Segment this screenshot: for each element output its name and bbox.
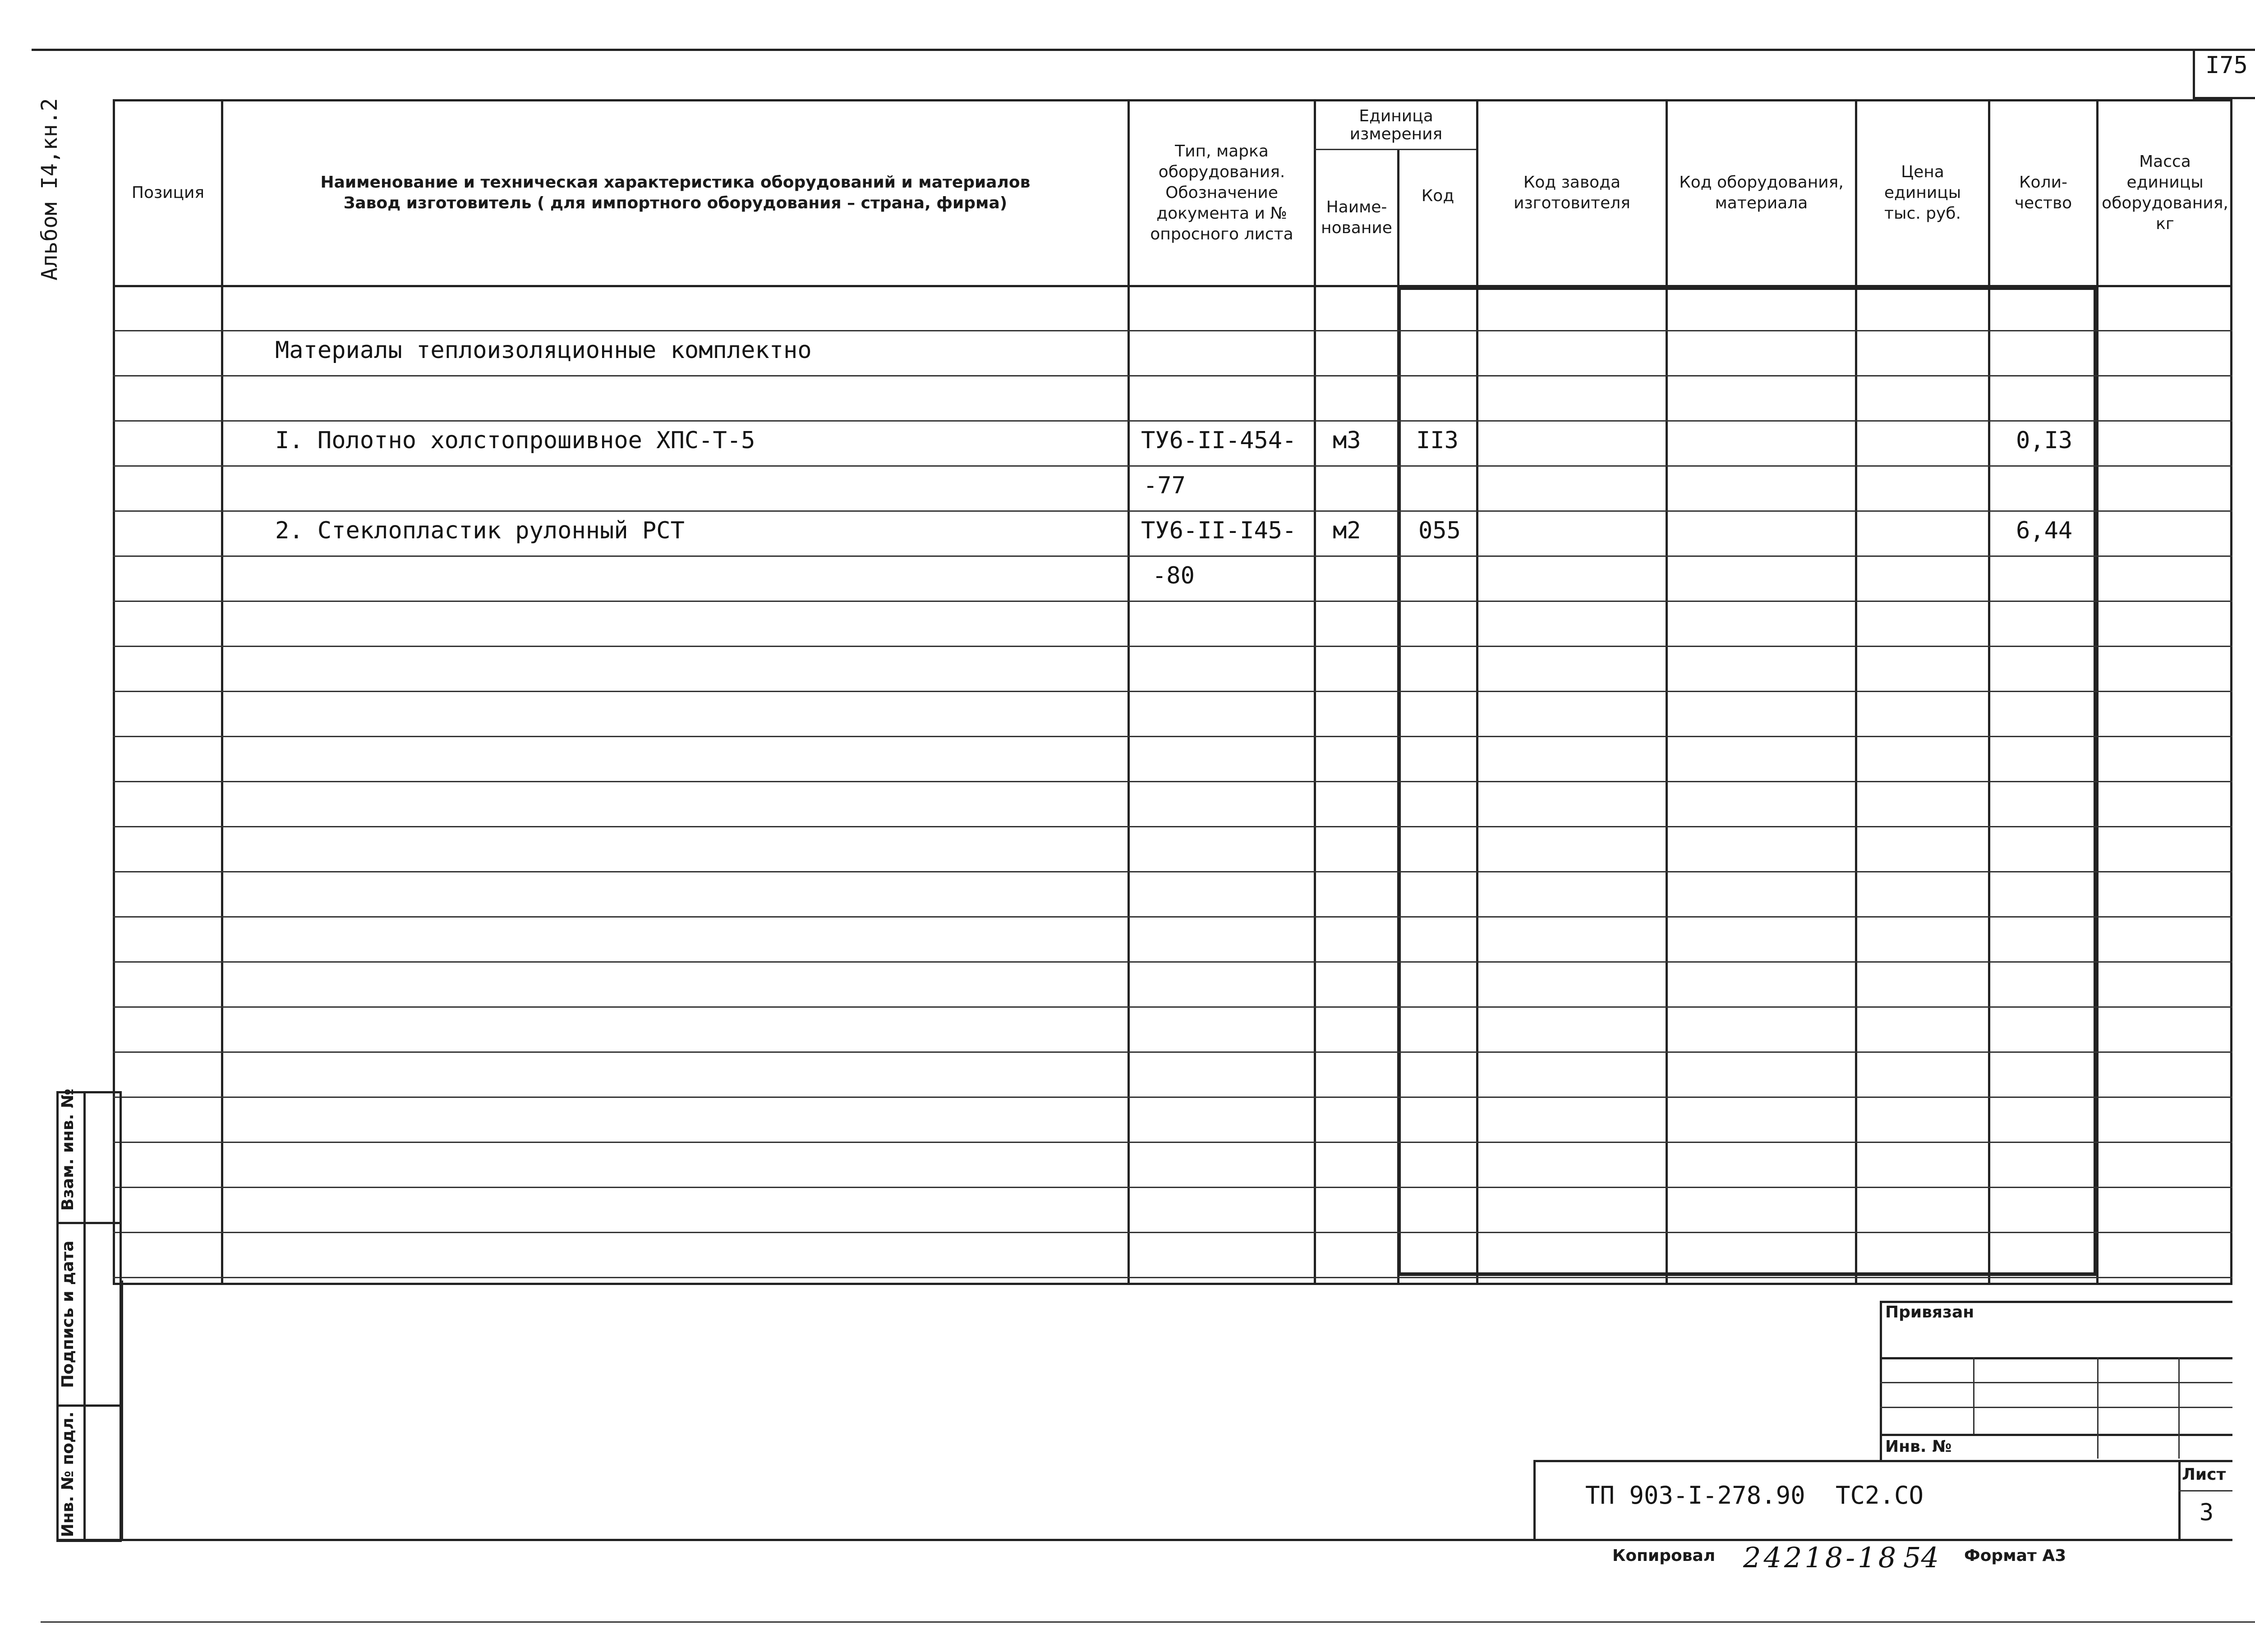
table-row-line (113, 375, 2232, 376)
side-stamp-inv-podl: Инв. № подл. (58, 1411, 77, 1537)
top-frame-line (32, 49, 2255, 51)
table-row-line (113, 1006, 2232, 1008)
header-price: Цена единицы тыс. руб. (1884, 162, 1961, 223)
row-2-code: 055 (1418, 517, 1461, 544)
tb-vline-1 (1973, 1357, 1974, 1434)
header-name: Наименование и техническая характеристика оборудований и материалов Завод изготовитель ( для импортного оборудования – страна, фирма) (320, 173, 1031, 212)
table-row-line (113, 781, 2232, 782)
header-quantity: Коли- чество (2014, 173, 2072, 212)
privyazan-label: Привязан (1885, 1303, 1974, 1322)
table-row-line (113, 420, 2232, 422)
tb-list-number: 3 (2199, 1499, 2214, 1526)
side-stamp-divider (83, 1091, 86, 1542)
header-unit-code: Код (1421, 187, 1454, 205)
row-1-name: I. Полотно холстопрошивное ХПС-Т-5 (275, 427, 755, 454)
sheet-number-top: I75 (2205, 52, 2248, 79)
table-row-line (113, 871, 2232, 872)
header-mass: Масса единицы оборудования, кг (2102, 152, 2228, 233)
header-position: Позиция (131, 183, 205, 202)
header-unit-group: Единица измерения (1349, 106, 1443, 143)
table-row-line (113, 330, 2232, 331)
header-type: Тип, марка оборудования. Обозначение документа и № опросного листа (1150, 142, 1293, 243)
row-section-title: Материалы теплоизоляционные комплектно (275, 337, 812, 364)
table-row-line (113, 465, 2232, 467)
tb-list-label: Лист (2182, 1465, 2226, 1484)
row-2-unit: м2 (1333, 517, 1361, 544)
tb-vline-2 (2097, 1357, 2099, 1459)
row-2-name: 2. Стеклопластик рулонный РСТ (275, 517, 685, 544)
side-stamp-podpis: Подпись и дата (58, 1240, 77, 1388)
tb-doc-sub: ТС2.СО (1836, 1481, 1924, 1510)
album-label: Альбом I4,кн.2 (37, 98, 62, 281)
side-stamp-vzam: Взам. инв. № (58, 1088, 77, 1211)
tb-inv-no-label: Инв. № (1885, 1437, 1952, 1456)
table-row-line (113, 510, 2232, 512)
footer-format: Формат А3 (1964, 1546, 2066, 1565)
table-row-line (113, 1232, 2232, 1233)
table-row-line (113, 961, 2232, 963)
row-2-type-line2: -80 (1152, 562, 1195, 589)
tb-doc-code: ТП 903-I-278.90 (1585, 1481, 1805, 1510)
row-1-type-line1: ТУ6-II-454- (1141, 427, 1297, 454)
table-row-line (113, 1051, 2232, 1053)
table-row-line (113, 1142, 2232, 1143)
bottom-frame-line (41, 1621, 2255, 1623)
row-2-type-line1: ТУ6-II-I45- (1141, 517, 1297, 544)
table-row-line (113, 555, 2232, 557)
side-stamp-sep-1 (56, 1222, 122, 1224)
row-1-code: II3 (1416, 427, 1459, 454)
table-row-line (113, 736, 2232, 737)
tb-vline-3 (2178, 1357, 2180, 1459)
footer-kopiroval: Копировал (1612, 1546, 1716, 1565)
table-row-line (113, 646, 2232, 647)
table-row-line (113, 826, 2232, 827)
row-1-quantity: 0,I3 (2016, 427, 2073, 454)
unit-group-line (1314, 149, 1476, 150)
row-2-quantity: 6,44 (2016, 517, 2073, 544)
footer-handwritten-2: 54 (1903, 1541, 1939, 1574)
footer-handwritten: 24218-18 (1743, 1541, 1899, 1574)
table-row-line (113, 1277, 2232, 1278)
table-row-line (113, 1097, 2232, 1098)
table-row-line (113, 916, 2232, 918)
header-equipment-code: Код оборудования, материала (1679, 173, 1844, 212)
tb-list-sep (2178, 1490, 2232, 1491)
table-row-line (113, 601, 2232, 602)
header-factory-code: Код завода изготовителя (1514, 173, 1630, 212)
table-row-line (113, 691, 2232, 692)
header-unit-name: Наиме- нование (1321, 197, 1392, 237)
table-row-line (113, 1187, 2232, 1188)
row-1-type-line2: -77 (1143, 472, 1186, 499)
row-1-unit: м3 (1333, 427, 1361, 454)
